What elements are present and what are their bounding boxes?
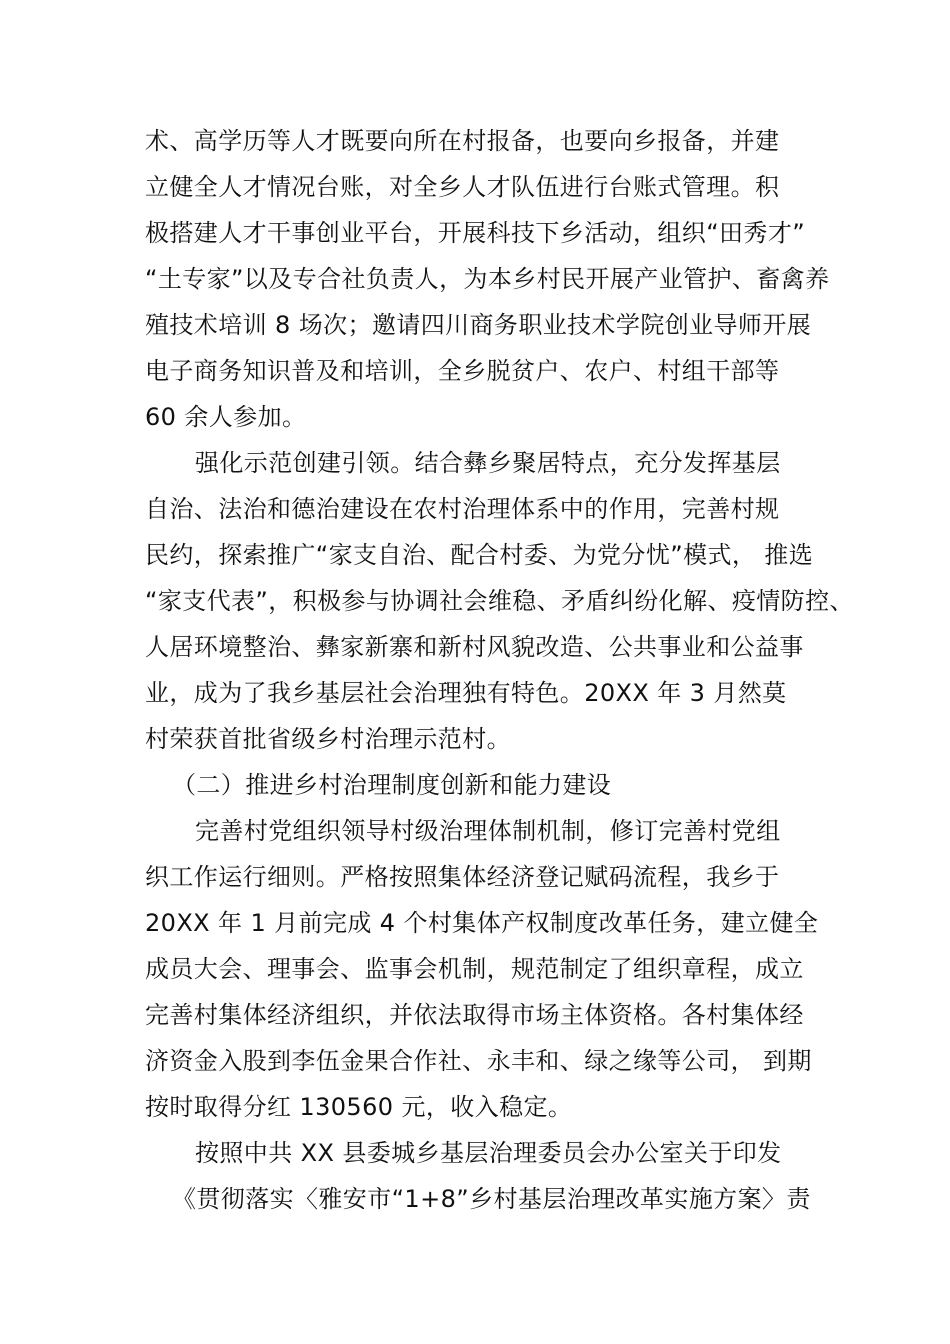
text-line: 完善村党组织领导村级治理体制机制，修订完善村党组 xyxy=(195,817,781,845)
text-line: 殖技术培训 8 场次；邀请四川商务职业技术学院创业导师开展 xyxy=(145,311,812,339)
text-line: 业，成为了我乡基层社会治理独有特色。20XX 年 3 月然莫 xyxy=(145,679,787,707)
text-line: 人居环境整治、彝家新寨和新村风貌改造、公共事业和公益事 xyxy=(145,633,804,661)
text-line: 60 余人参加。 xyxy=(145,403,307,431)
text-line: 极搭建人才干事创业平台，开展科技下乡活动，组织“田秀才” xyxy=(145,219,806,247)
text-line: 村荣获首批省级乡村治理示范村。 xyxy=(145,725,511,753)
text-line: 济资金入股到李伍金果合作社、永丰和、绿之缘等公司， 到期 xyxy=(145,1047,812,1075)
text-line: “家支代表”，积极参与协调社会维稳、矛盾纠纷化解、疫情防控、 xyxy=(145,587,854,615)
text-line: 民约，探索推广“家支自治、配合村委、为党分忧”模式， 推选 xyxy=(145,541,814,569)
text-line: 按照中共 XX 县委城乡基层治理委员会办公室关于印发 xyxy=(195,1139,782,1167)
text-line: 完善村集体经济组织，并依法取得市场主体资格。各村集体经 xyxy=(145,1001,804,1029)
text-line: 成员大会、理事会、监事会机制，规范制定了组织章程，成立 xyxy=(145,955,804,983)
section-heading: （二）推进乡村治理制度创新和能力建设 xyxy=(172,771,612,799)
text-line: 织工作运行细则。严格按照集体经济登记赋码流程，我乡于 xyxy=(145,863,780,891)
text-line: 术、高学历等人才既要向所在村报备，也要向乡报备，并建 xyxy=(145,127,780,155)
text-line: 电子商务知识普及和培训，全乡脱贫户、农户、村组干部等 xyxy=(145,357,780,385)
text-line: 强化示范创建引领。结合彝乡聚居特点，充分发挥基层 xyxy=(195,449,781,477)
text-line: 按时取得分红 130560 元，收入稳定。 xyxy=(145,1093,573,1121)
text-line: 立健全人才情况台账，对全乡人才队伍进行台账式管理。积 xyxy=(145,173,780,201)
text-line: 《贯彻落实〈雅安市“1+8”乡村基层治理改革实施方案〉责 xyxy=(172,1185,811,1213)
text-line: 自治、法治和德治建设在农村治理体系中的作用，完善村规 xyxy=(145,495,780,523)
text-line: “土专家”以及专合社负责人，为本乡村民开展产业管护、畜禽养 xyxy=(145,265,830,293)
text-line: 20XX 年 1 月前完成 4 个村集体产权制度改革任务，建立健全 xyxy=(145,909,819,937)
